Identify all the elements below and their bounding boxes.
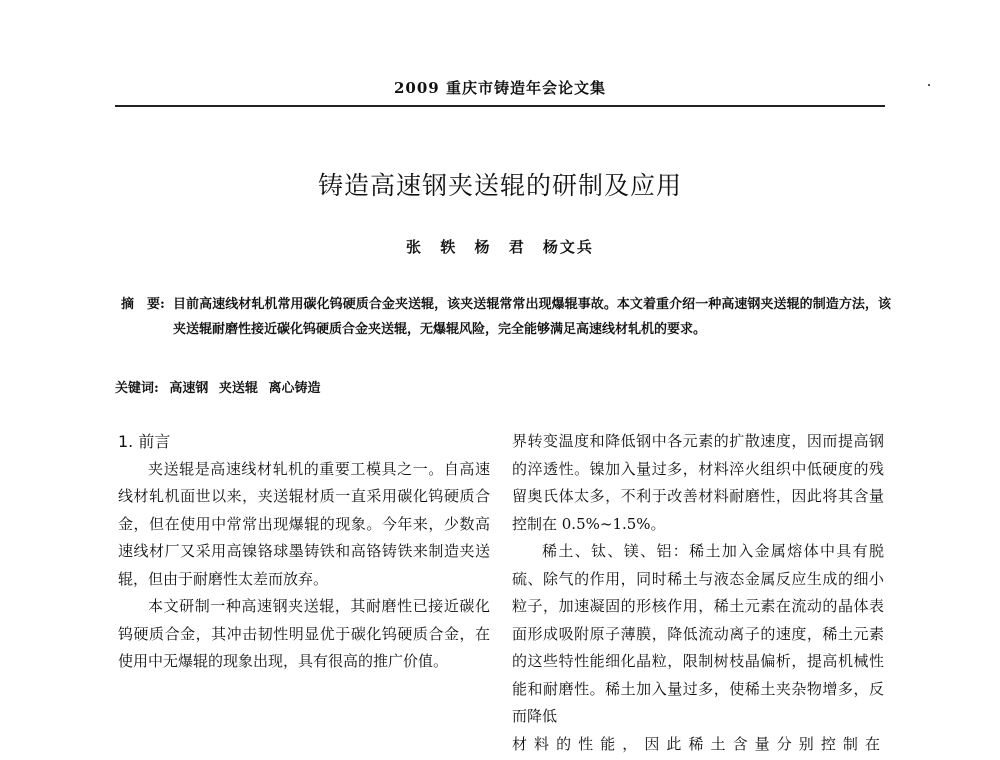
keyword: 高速钢 [169,381,209,396]
keyword: 夹送辊 [218,381,258,396]
keywords-label: 关键词: [115,381,159,396]
keywords [115,377,320,396]
section-heading: 1. 前言 [118,432,171,451]
keyword: 离心铸造 [268,381,321,396]
abstract-label: 摘 要: [121,297,165,312]
right-column [512,428,884,758]
paper-title: 铸造高速钢夹送辊的研制及应用 [317,171,682,200]
paragraph-continuation: 界转变温度和降低钢中各元素的扩散速度，因而提高钢的淬透性。镍加入量过多，材料淬火组织中低硬度的残留奥氏体太多，不利于改善材料耐磨性，因此将其含量控制在 0.5%~1.5%。 [512,432,884,533]
running-header: 2009 重庆市铸造年会论文集 [394,79,606,97]
header-rule [115,105,885,107]
scan-artifact [928,84,930,86]
abstract [121,292,891,342]
abstract-text: 目前高速线材轧机常用碳化钨硬质合金夹送辊，该夹送辊常常出现爆辊事故。本文着重介绍一种高速钢夹送辊的制造方法，该夹送辊耐磨性接近碳化钨硬质合金夹送辊，无爆辊风险，完全能够满足高速线材轧机的要求。 [173,297,891,337]
authors: 张 轶 杨 君 杨文兵 [406,238,594,256]
paragraph: 稀土、钛、镁、铝：稀土加入金属熔体中具有脱硫、除气的作用，同时稀土与液态金属反应生成的细小粒子，加速凝固的形核作用，稀土元素在流动的晶体表面形成吸附原子薄膜，降低流动离子的速度，稀土元素的这些特性能细化晶粒，限制树枝晶偏析，提高机械性能和耐磨性。稀土加入量过多，使稀土夹杂物增多，反而降低 [512,542,884,725]
paragraph: 本文研制一种高速钢夹送辊，其耐磨性已接近碳化钨硬质合金，其冲击韧性明显优于碳化钨硬质合金，在使用中无爆辊的现象出现，具有很高的推广价值。 [118,597,490,670]
left-column [118,428,490,676]
paragraph: 夹送辊是高速线材轧机的重要工模具之一。自高速线材轧机面世以来，夹送辊材质一直采用碳化钨硬质合金，但在使用中常常出现爆辊的现象。今年来，少数高速线材厂又采用高镍铬球墨铸铁和高铬铸铁来制造夹送辊，但由于耐磨性太差而放弃。 [118,459,490,588]
paragraph-last-line: 材料的性能，因此稀土含量分别控制在 [512,734,884,753]
